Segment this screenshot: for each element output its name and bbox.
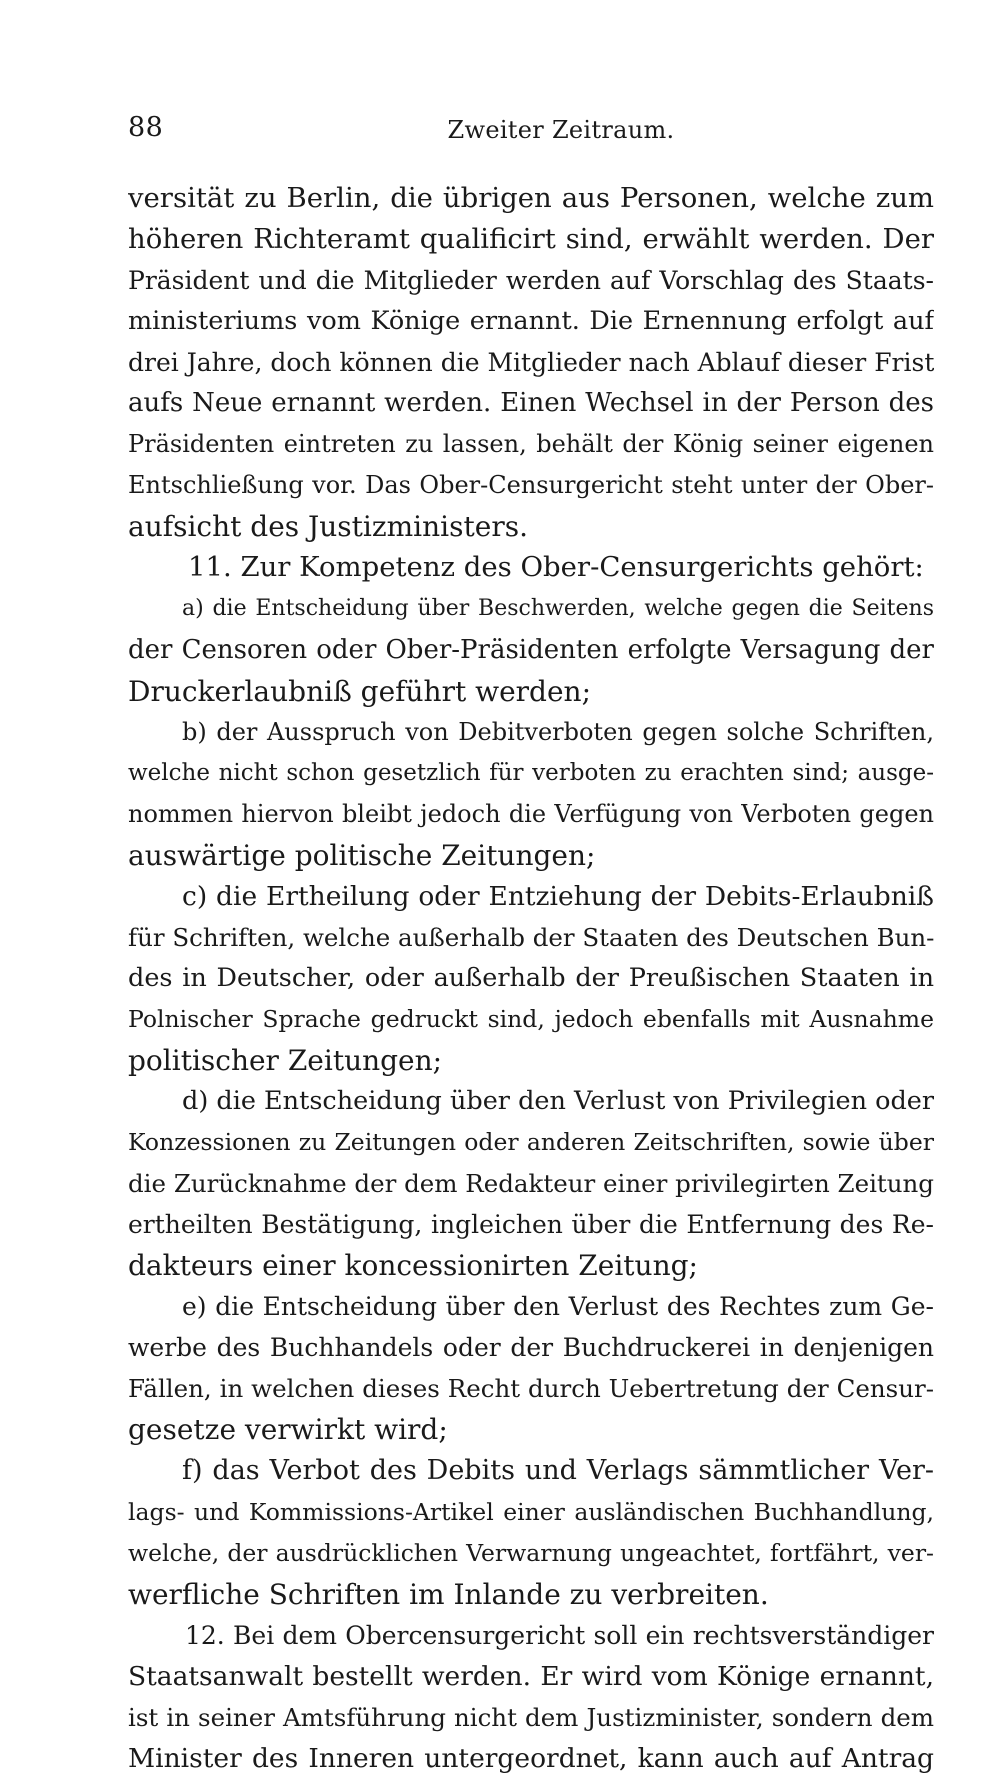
text-line: ministeriums vom Könige ernannt. Die Ernennung erfolgt auf [128,306,934,337]
text-line: gesetze verwirkt wird; [128,1413,448,1447]
text-line: Polnischer Sprache gedruckt sind, jedoch ebenfalls mit Ausnahme [128,1004,934,1033]
list-item-start: c) die Ertheilung oder Entziehung der Debits-Erlaubniß [182,880,934,912]
text-line: werbe des Buchhandels oder der Buchdruckerei in denjenigen [128,1333,934,1363]
text-line: Minister des Inneren untergeordnet, kann auch auf Antrag [128,1742,934,1774]
text-line: der Censoren oder Ober-Präsidenten erfolgte Versagung der [128,634,934,665]
text-line: drei Jahre, doch können die Mitglieder nach Ablauf dieser Frist [128,348,934,378]
list-item-start: e) die Entscheidung über den Verlust des Rechtes zum Ge- [182,1292,934,1322]
section-start: 12. Bei dem Obercensurgericht soll ein rechtsverständiger [185,1620,934,1650]
list-item-start: a) die Entscheidung über Beschwerden, welche gegen die Seitens [182,596,934,622]
text-line: Druckerlaubniß geführt werden; [128,674,592,708]
text-line: Staatsanwalt bestellt werden. Er wird vom Könige ernannt, [128,1660,934,1692]
text-line: die Zurücknahme der dem Redakteur einer privilegirten Zeitung [128,1169,934,1199]
text-line: aufs Neue ernannt werden. Einen Wechsel in der Person des [128,388,934,419]
text-line: welche, der ausdrücklichen Verwarnung ungeachtet, fortfährt, ver- [128,1538,934,1567]
page-number: 88 [128,112,164,143]
list-item-start: d) die Entscheidung über den Verlust von Privilegien oder [182,1086,934,1117]
text-line: des in Deutscher, oder außerhalb der Preußischen Staaten in [128,962,934,993]
text-line: für Schriften, welche außerhalb der Staaten des Deutschen Bun- [128,922,934,952]
text-line: nommen hiervon bleibt jedoch die Verfügung von Verboten gegen [128,799,934,828]
text-line: Fällen, in welchen dieses Recht durch Uebertretung der Censur- [128,1374,934,1404]
text-line: politischer Zeitungen; [128,1043,443,1077]
text-line: ertheilten Bestätigung, ingleichen über die Entfernung des Re- [128,1210,934,1240]
text-line: lags- und Kommissions-Artikel einer ausländischen Buchhandlung, [128,1497,934,1526]
running-title: Zweiter Zeitraum. [447,116,675,144]
text-line: Präsidenten eintreten zu lassen, behält der König seiner eigenen [128,430,934,459]
text-line: auswärtige politische Zeitungen; [128,838,596,872]
text-line: Präsident und die Mitglieder werden auf Vorschlag des Staats- [128,266,934,296]
text-line: dakteurs einer koncessionirten Zeitung; [128,1249,698,1283]
text-line: Entschließung vor. Das Ober-Censurgericht steht unter der Ober- [128,471,934,500]
text-line: höheren Richteramt qualificirt sind, erwählt werden. Der [128,223,934,256]
body-text [128,178,934,1779]
section-heading: 11. Zur Kompetenz des Ober-Censurgerichts gehört: [188,551,924,584]
list-item-start: b) der Ausspruch von Debitverboten gegen solche Schriften, [182,717,934,746]
text-line: ist in seiner Amtsführung nicht dem Justizminister, sondern dem [128,1702,934,1732]
text-line: aufsicht des Justizministers. [128,510,528,544]
text-line: Konzessionen zu Zeitungen oder anderen Zeitschriften, sowie über [128,1128,934,1157]
list-item-start: f) das Verbot des Debits und Verlags sämmtlicher Ver- [182,1455,934,1487]
text-line: werfliche Schriften im Inlande zu verbreiten. [128,1577,769,1611]
page-header [128,112,934,152]
text-line: welche nicht schon gesetzlich für verboten zu erachten sind; ausge- [128,759,934,786]
text-line: versität zu Berlin, die übrigen aus Personen, welche zum [128,182,934,214]
